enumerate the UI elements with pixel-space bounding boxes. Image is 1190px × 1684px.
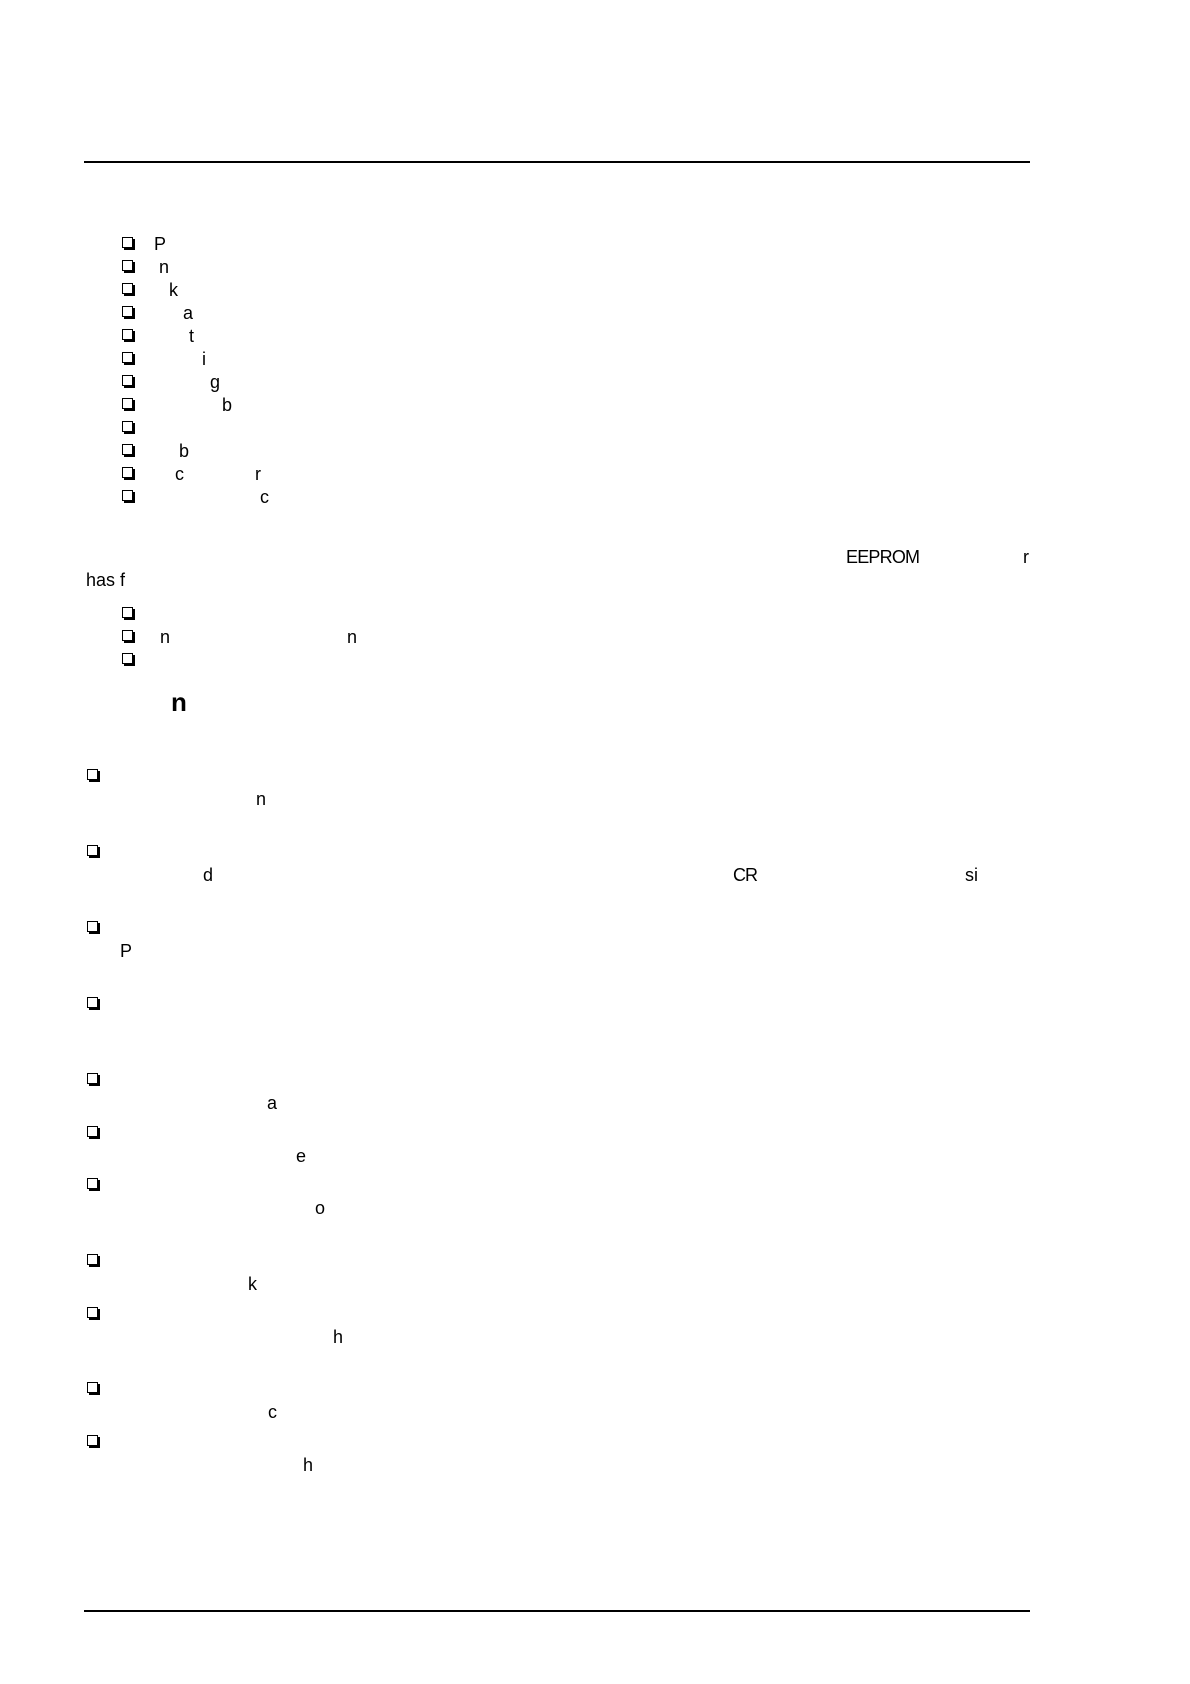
- item-text: e: [296, 1146, 307, 1166]
- checkbox-icon: [122, 352, 133, 363]
- list-item-label: b: [179, 441, 190, 461]
- eeprom-label: EEPROM: [846, 547, 920, 567]
- checkbox-icon: [87, 921, 98, 932]
- checkbox-icon: [122, 260, 133, 271]
- list-item-label: k: [169, 280, 178, 300]
- checkbox-icon: [122, 375, 133, 386]
- checkbox-icon: [122, 653, 133, 664]
- item-text: c: [268, 1402, 277, 1422]
- item-text: h: [303, 1455, 314, 1475]
- item-text: P: [120, 941, 133, 961]
- item-text: k: [248, 1274, 257, 1294]
- checkbox-icon: [87, 1178, 98, 1189]
- list-item-label: b: [222, 395, 233, 415]
- list-item-label: P: [154, 234, 167, 254]
- item-text: n: [256, 789, 267, 809]
- list-item-label: g: [210, 372, 221, 392]
- checkbox-icon: [87, 769, 98, 780]
- checkbox-icon: [122, 630, 133, 641]
- item-text: o: [315, 1198, 326, 1218]
- section-heading: n: [171, 687, 187, 717]
- checkbox-icon: [122, 283, 133, 294]
- checkbox-icon: [122, 329, 133, 340]
- checkbox-icon: [122, 444, 133, 455]
- list-item-label: t: [189, 326, 195, 346]
- checkbox-icon: [122, 421, 133, 432]
- list-item-label-extra: n: [347, 627, 358, 647]
- item-text: si: [965, 865, 978, 885]
- list-item-label: c: [260, 487, 269, 507]
- item-text: CR: [733, 865, 757, 885]
- checkbox-icon: [87, 1254, 98, 1265]
- checkbox-icon: [87, 1073, 98, 1084]
- item-text: d: [203, 865, 214, 885]
- list-item-label: n: [160, 627, 171, 647]
- checkbox-icon: [87, 845, 98, 856]
- checkbox-icon: [87, 1126, 98, 1137]
- checkbox-icon: [122, 490, 133, 501]
- checkbox-icon: [87, 1435, 98, 1446]
- header-rule: [84, 161, 1030, 163]
- item-text: h: [333, 1327, 344, 1347]
- checkbox-icon: [87, 1307, 98, 1318]
- paragraph-tail: r: [1023, 547, 1029, 567]
- checkbox-icon: [122, 607, 133, 618]
- checkbox-icon: [122, 467, 133, 478]
- checkbox-icon: [122, 306, 133, 317]
- item-text: a: [267, 1093, 278, 1113]
- checkbox-icon: [122, 237, 133, 248]
- paragraph-line-2: has f: [86, 570, 126, 590]
- checkbox-icon: [87, 1382, 98, 1393]
- list-item-label: a: [183, 303, 194, 323]
- footer-rule: [84, 1610, 1030, 1612]
- list-item-label: i: [202, 349, 206, 369]
- checkbox-icon: [87, 997, 98, 1008]
- list-item-label: n: [159, 257, 170, 277]
- list-item-label-extra: r: [255, 464, 261, 484]
- checkbox-icon: [122, 398, 133, 409]
- list-item-label: c: [175, 464, 184, 484]
